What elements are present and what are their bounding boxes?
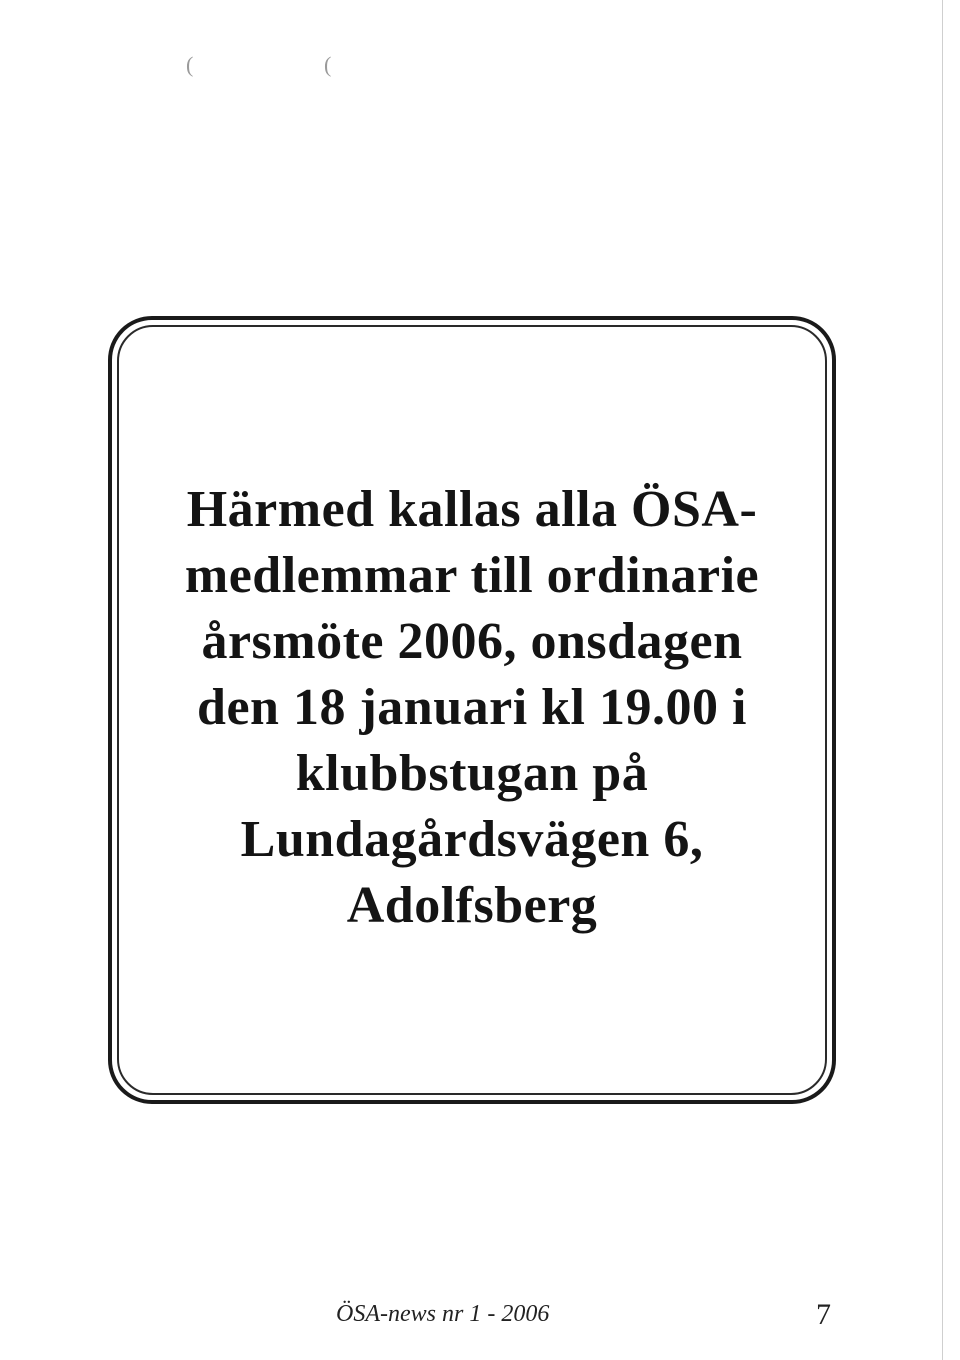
notice-line: den 18 januari kl 19.00 i bbox=[197, 679, 747, 736]
scan-mark: ( bbox=[186, 52, 194, 77]
scan-mark: ( bbox=[324, 52, 332, 77]
scan-marks bbox=[186, 52, 346, 82]
footer-publication: ÖSA-news nr 1 - 2006 bbox=[336, 1301, 550, 1327]
notice-line: årsmöte 2006, onsdagen bbox=[201, 613, 743, 670]
notice-frame-inner bbox=[117, 325, 827, 1095]
page-edge-line bbox=[942, 0, 943, 1360]
notice-line: Härmed kallas alla ÖSA- bbox=[186, 481, 758, 538]
notice-line: medlemmar till ordinarie bbox=[184, 547, 760, 604]
notice-line: klubbstugan på bbox=[295, 745, 649, 802]
meeting-notice bbox=[119, 477, 825, 939]
notice-line: Adolfsberg bbox=[346, 877, 598, 934]
notice-line: Lundagårdsvägen 6, bbox=[240, 811, 704, 868]
notice-frame bbox=[108, 316, 836, 1104]
page-number: 7 bbox=[816, 1298, 831, 1331]
